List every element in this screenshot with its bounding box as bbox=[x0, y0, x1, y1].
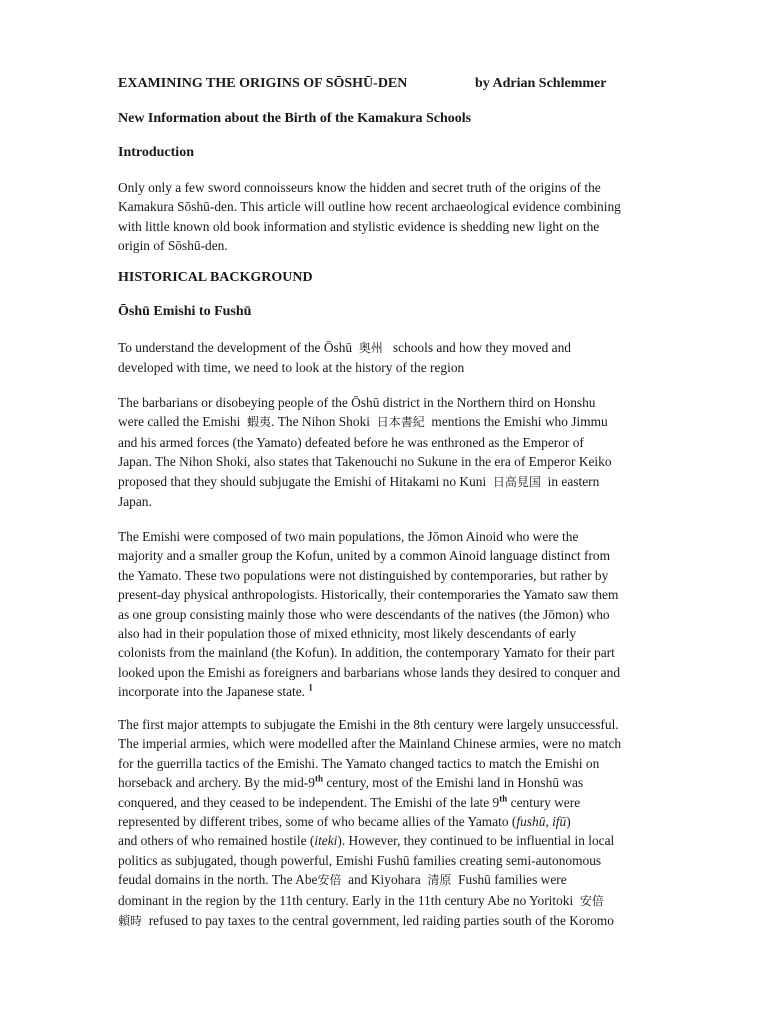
text-line: The first major attempts to subjugate the Emishi in the 8th century were largely unsuccessful. bbox=[118, 717, 619, 732]
text-line bbox=[118, 891, 658, 911]
text-line: The imperial armies, which were modelled after the Mainland Chinese armies, were no match bbox=[118, 736, 622, 752]
paragraph-4 bbox=[118, 715, 658, 931]
italic-term: fushū, ifū bbox=[516, 814, 567, 830]
text-line: politics as subjugated, though powerful, Emishi Fushū families creating semi-autonomous bbox=[118, 852, 602, 868]
text-line: majority and a smaller group the Kofun, united by a common Ainoid language distinct from bbox=[118, 548, 611, 564]
text-segment: feudal domains in the north. The Abe bbox=[118, 872, 318, 888]
document-author: by Adrian Schlemmer bbox=[475, 76, 607, 91]
text-segment: mentions the Emishi who Jimmu bbox=[431, 414, 608, 430]
text-line bbox=[118, 338, 658, 358]
text-segment: represented by different tribes, some of who became allies of the Yamato ( bbox=[118, 814, 517, 830]
text-line: also had in their population those of mixed ethnicity, most likely descendants of early bbox=[118, 626, 577, 642]
text-segment: and Kiyohara bbox=[348, 872, 421, 888]
text-line bbox=[118, 412, 658, 432]
text-line: The barbarians or disobeying people of the Ōshū district in the Northern third on Honshu bbox=[118, 395, 596, 410]
superscript: th bbox=[499, 793, 508, 804]
text-line: with little known old book information and stylistic evidence is shedding new light on the bbox=[118, 218, 600, 234]
text-segment: horseback and archery. By the mid-9 bbox=[118, 775, 315, 791]
japanese-text: 日本書紀 bbox=[376, 415, 425, 430]
subsection-heading: Ōshū Emishi to Fushū bbox=[118, 304, 252, 319]
italic-term: iteki bbox=[314, 833, 338, 849]
text-segment: ) bbox=[566, 814, 571, 830]
text-line: developed with time, we need to look at the history of the region bbox=[118, 360, 465, 376]
text-segment: conquered, and they ceased to be independent. The Emishi of the late 9 bbox=[118, 794, 500, 810]
section-heading: HISTORICAL BACKGROUND bbox=[118, 270, 313, 285]
paragraph-1 bbox=[118, 338, 658, 378]
text-line: as one group consisting mainly those who were descendants of the natives (the Jōmon) who bbox=[118, 606, 610, 622]
text-segment: century were bbox=[510, 794, 581, 810]
text-line: origin of Sōshū-den. bbox=[118, 238, 228, 254]
text-line: the Yamato. These two populations were not distinguished by contemporaries, but rather by bbox=[118, 567, 609, 583]
japanese-text: 奥州 bbox=[358, 341, 383, 355]
text-line bbox=[118, 773, 658, 792]
text-line: looked upon the Emishi as foreigners and barbarians whose lands they desired to conquer and bbox=[118, 664, 621, 680]
text-line: Japan. The Nihon Shoki, also states that Takenouchi no Sukune in the era of Emperor Keiko bbox=[118, 454, 612, 470]
text-segment: refused to pay taxes to the central government, led raiding parties south of the Koromo bbox=[148, 913, 614, 929]
intro-paragraph bbox=[118, 178, 658, 256]
text-segment: schools and how they moved and bbox=[392, 340, 571, 355]
paragraph-3 bbox=[118, 527, 658, 702]
text-line bbox=[118, 831, 658, 850]
text-segment: Fushū families were bbox=[458, 872, 567, 888]
text-segment: in eastern bbox=[547, 473, 600, 489]
text-segment: incorporate into the Japanese state. bbox=[118, 684, 306, 700]
document-title: EXAMINING THE ORIGINS OF SŌSHŪ-DEN bbox=[118, 76, 408, 91]
text-line: for the guerrilla tactics of the Emishi. The Yamato changed tactics to match the Emishi on bbox=[118, 755, 600, 771]
document-subtitle: New Information about the Birth of the Kamakura Schools bbox=[118, 111, 472, 126]
japanese-text: 日高見国 bbox=[492, 474, 541, 489]
text-line: Kamakura Sōshū-den. This article will outline how recent archaeological evidence combining bbox=[118, 199, 621, 215]
title-row bbox=[118, 75, 658, 93]
text-segment: ). However, they continued to be influential in local bbox=[337, 833, 615, 849]
text-segment: To understand the development of the Ōshū bbox=[118, 340, 353, 355]
text-line bbox=[118, 682, 658, 701]
text-segment: . The Nihon Shoki bbox=[271, 414, 370, 430]
intro-heading: Introduction bbox=[118, 145, 194, 160]
text-line: Japan. bbox=[118, 494, 152, 510]
japanese-text: 蝦夷 bbox=[247, 415, 272, 430]
superscript: th bbox=[314, 773, 323, 784]
text-line: colonists from the mainland (the Kofun). In addition, the contemporary Yamato for their part bbox=[118, 645, 615, 661]
text-line: Only only a few sword connoisseurs know the hidden and secret truth of the origins of the bbox=[118, 180, 601, 195]
text-line bbox=[118, 812, 658, 831]
text-line: present-day physical anthropologists. Historically, their contemporaries the Yamato saw them bbox=[118, 587, 619, 603]
text-segment: were called the Emishi bbox=[118, 414, 241, 430]
text-line: and his armed forces (the Yamato) defeated before he was enthroned as the Emperor of bbox=[118, 434, 584, 450]
text-line bbox=[118, 870, 658, 890]
japanese-text: 清原 bbox=[427, 873, 452, 888]
text-segment: proposed that they should subjugate the Emishi of Hitakami no Kuni bbox=[118, 473, 487, 489]
text-line: The Emishi were composed of two main populations, the Jōmon Ainoid who were the bbox=[118, 529, 579, 544]
japanese-text: 安倍 bbox=[317, 873, 342, 888]
text-line bbox=[118, 472, 658, 492]
text-segment: dominant in the region by the 11th century. Early in the 11th century Abe no Yoritoki bbox=[118, 892, 574, 908]
japanese-text: 安倍 bbox=[579, 893, 604, 908]
paragraph-2 bbox=[118, 393, 658, 511]
text-segment: and others of who remained hostile ( bbox=[118, 833, 315, 849]
japanese-text: 頼時 bbox=[118, 914, 143, 929]
text-segment: century, most of the Emishi land in Honshū was bbox=[326, 775, 584, 791]
text-line bbox=[118, 793, 658, 812]
text-line bbox=[118, 911, 658, 931]
footnote-marker: 1 bbox=[308, 682, 313, 693]
